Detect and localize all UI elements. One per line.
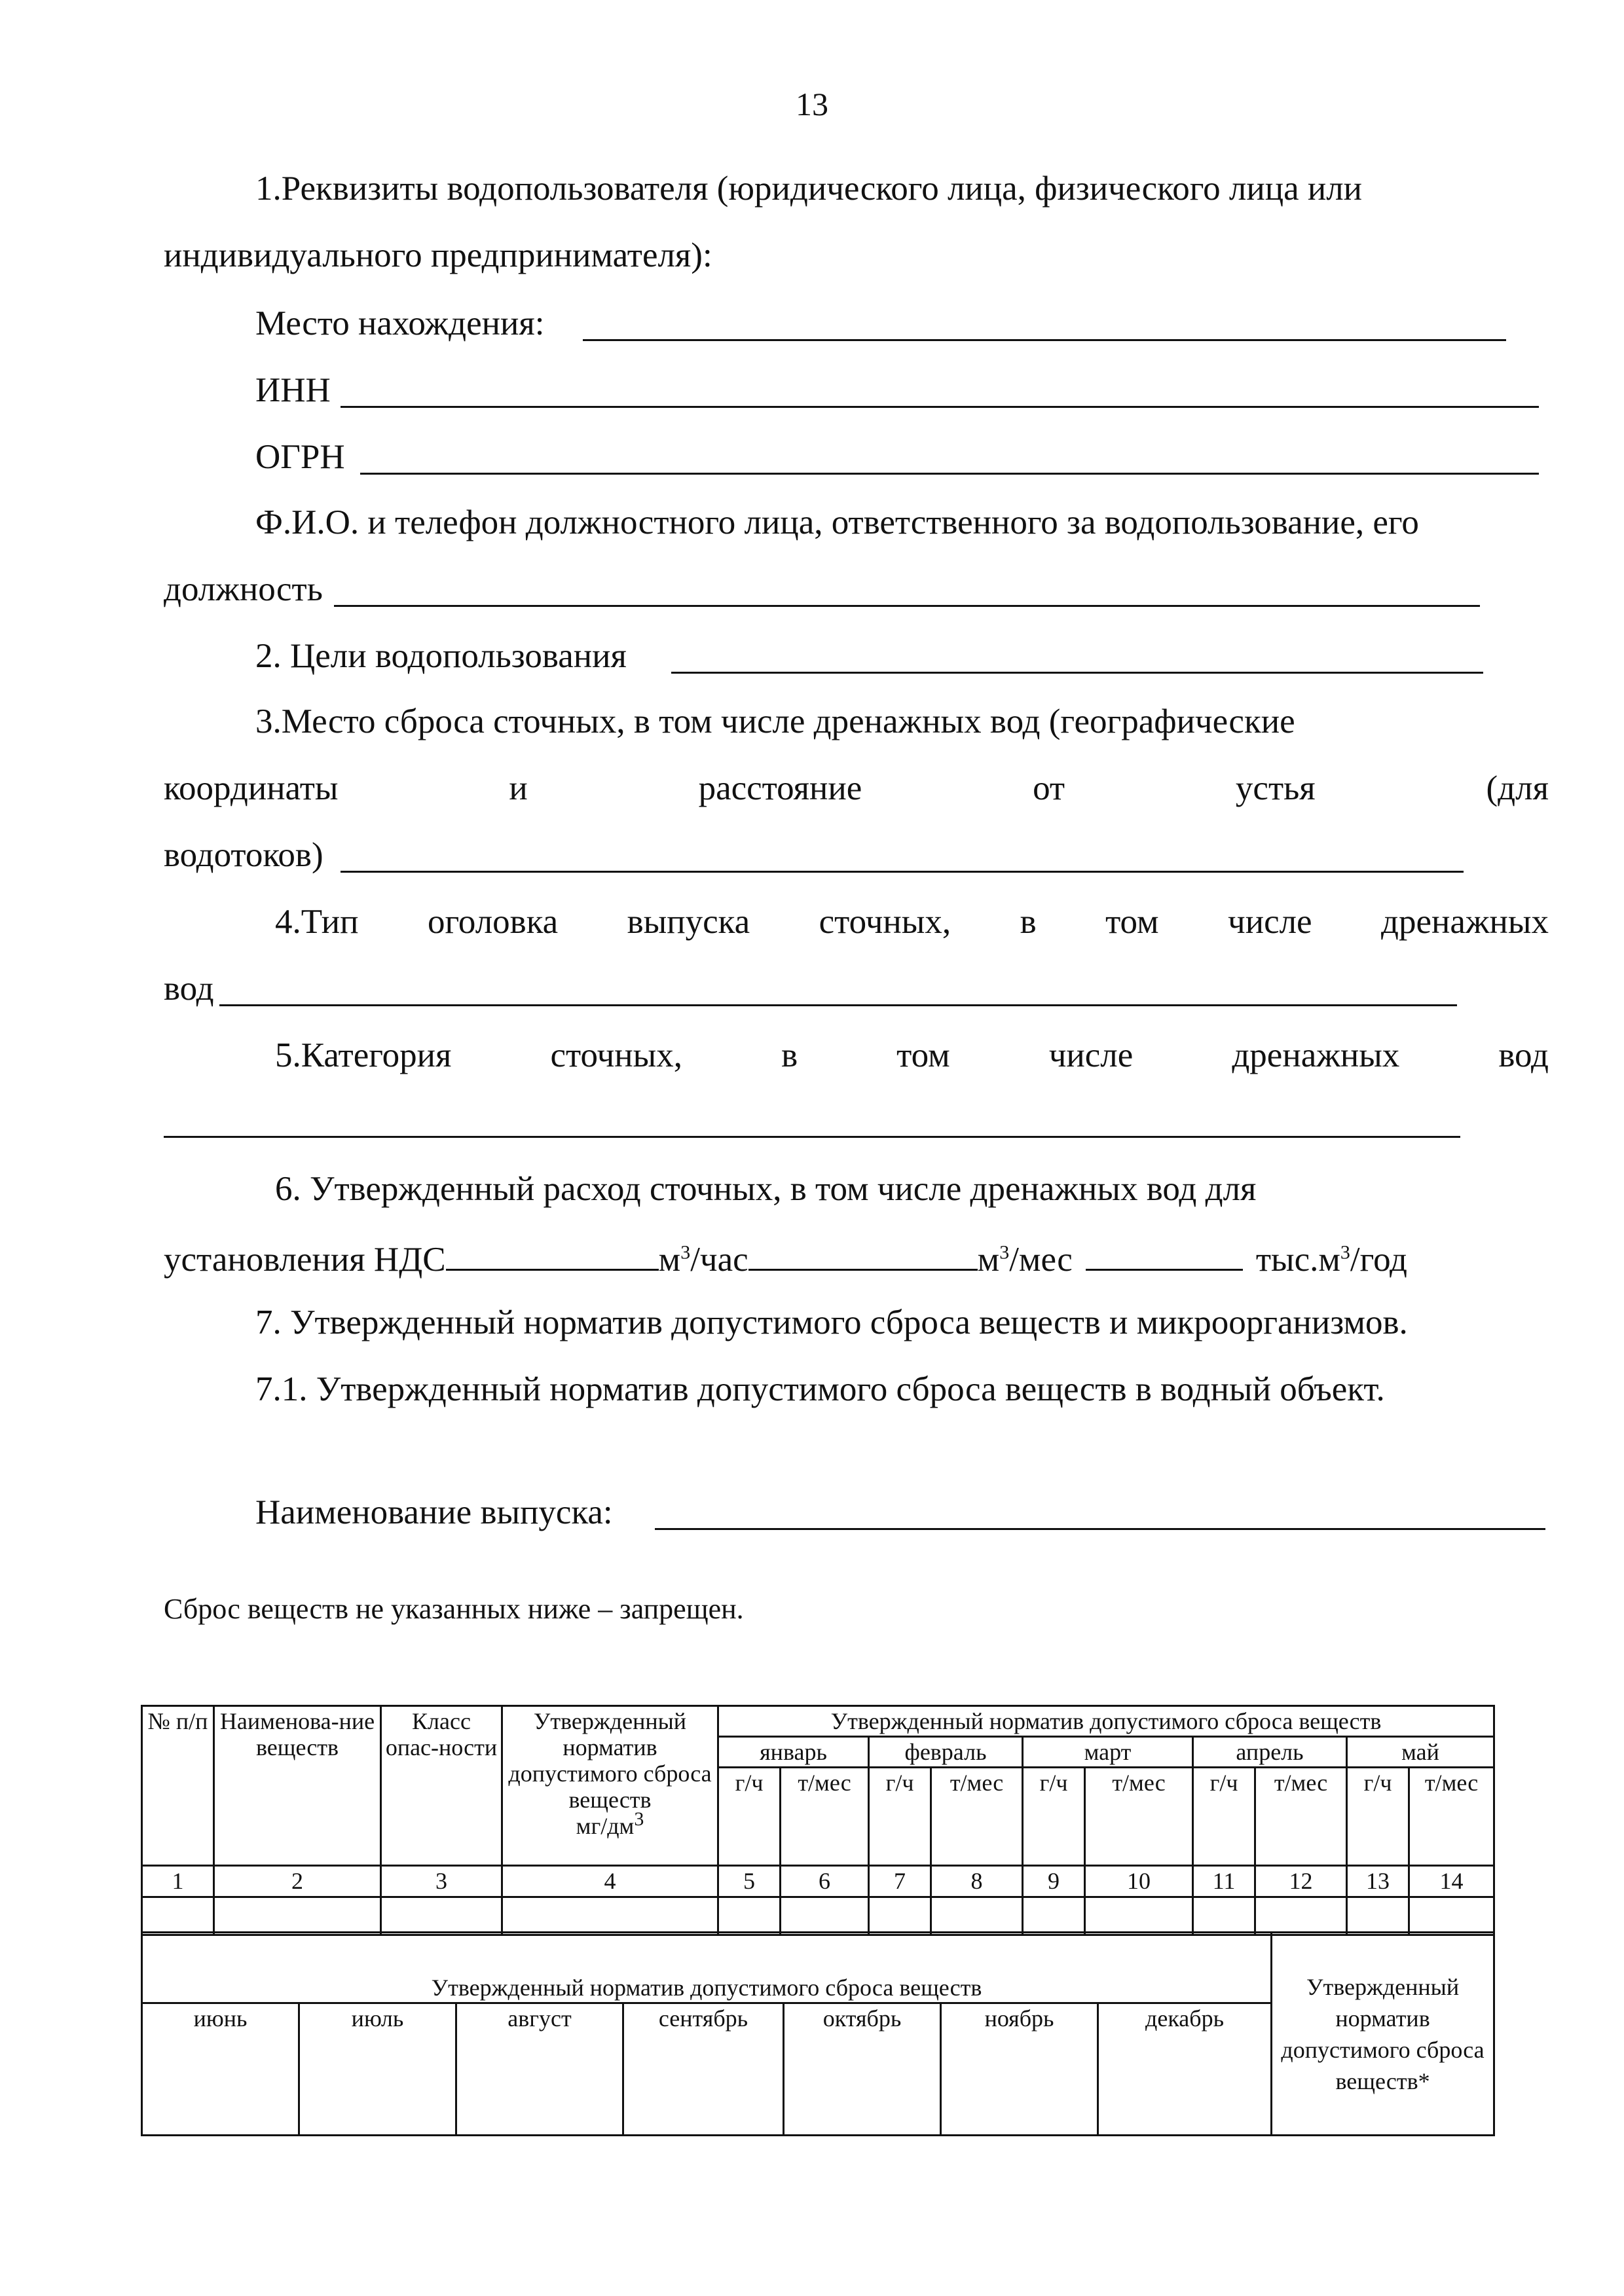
ogrn-label: ОГРН [255, 438, 345, 476]
table-cell[interactable] [142, 1897, 214, 1935]
table2-group-header: Утвержденный норматив допустимого сброса веществ [142, 1933, 1272, 2003]
month-august: август [456, 2003, 623, 2136]
month-december: декабрь [1098, 2003, 1272, 2136]
section4-line2: вод [164, 970, 214, 1008]
section5-word: числе [1048, 1036, 1134, 1074]
index-cell: 3 [381, 1866, 502, 1897]
wastewater-category-field[interactable] [164, 1136, 1460, 1138]
section4-word: дренажных [1381, 903, 1549, 941]
index-cell: 10 [1085, 1866, 1193, 1897]
table-cell[interactable] [1347, 1897, 1409, 1935]
section4-word: том [1105, 903, 1159, 941]
unit-tmes: т/мес [1085, 1768, 1193, 1866]
section6-line1 [275, 1168, 1549, 1210]
section2-label: 2. Цели водопользования [255, 637, 627, 675]
month-march: март [1023, 1737, 1193, 1768]
table-cell[interactable] [718, 1897, 781, 1935]
norms-table-jan-may [141, 1705, 1495, 1936]
contact-field[interactable] [334, 605, 1480, 607]
month-september: сентябрь [623, 2003, 784, 2136]
section6-line1-text: 6. Утвержденный расход сточных, в том числе дренажных вод для [275, 1170, 1257, 1208]
table-cell[interactable] [381, 1897, 502, 1935]
index-cell: 13 [1347, 1866, 1409, 1897]
section3-word: расстояние [698, 769, 862, 807]
header-group: Утвержденный норматив допустимого сброса веществ [718, 1706, 1494, 1737]
header-norm-unit: мг/дм [576, 1813, 635, 1839]
table-cell[interactable] [1255, 1897, 1347, 1935]
unit-tmes: т/мес [1255, 1768, 1347, 1866]
unit-gh: г/ч [1023, 1768, 1085, 1866]
section5-word: дренажных [1232, 1036, 1400, 1074]
index-cell: 14 [1409, 1866, 1494, 1897]
section4-word: сточных, [819, 903, 951, 941]
index-cell: 7 [869, 1866, 931, 1897]
table-cell[interactable] [214, 1897, 381, 1935]
month-october: октябрь [784, 2003, 941, 2136]
table-cell[interactable] [1085, 1897, 1193, 1935]
table-cell[interactable] [1193, 1897, 1255, 1935]
unit-gh: г/ч [1347, 1768, 1409, 1866]
index-cell: 2 [214, 1866, 381, 1897]
section5-word: 5.Категория [275, 1036, 452, 1074]
section5-line1 [275, 1034, 1549, 1076]
section3-line1-text: 3.Место сброса сточных, в том числе дренажных вод (географические [255, 702, 1295, 740]
superscript: 3 [999, 1241, 1010, 1264]
month-july: июль [299, 2003, 456, 2136]
section4-word: оголовка [428, 903, 559, 941]
section5-word: в [781, 1036, 798, 1074]
flow-per-month-field[interactable] [748, 1235, 978, 1271]
header-substance-name: Наименова-ние веществ [214, 1706, 381, 1866]
unit-tmes: т/мес [781, 1768, 869, 1866]
section4-word: в [1020, 903, 1037, 941]
location-label: Место нахождения: [255, 304, 545, 342]
section4-word: числе [1228, 903, 1312, 941]
table-cell[interactable] [502, 1897, 718, 1935]
month-june: июнь [142, 2003, 299, 2136]
section3-word: координаты [164, 769, 339, 807]
table-cell[interactable] [931, 1897, 1023, 1935]
page-number: 13 [796, 86, 828, 122]
unit-month-label: /мес [1009, 1241, 1073, 1279]
table-cell[interactable] [1023, 1897, 1085, 1935]
section3-word: устья [1235, 769, 1316, 807]
section7-1-line: 7.1. Утвержденный норматив допустимого сброса веществ в водный объект. [255, 1370, 1385, 1408]
month-february: февраль [869, 1737, 1023, 1768]
section3-word: и [509, 769, 528, 807]
unit-hour-label: /час [690, 1241, 748, 1279]
header-hazard-class: Класс опас-ности [381, 1706, 502, 1866]
flow-per-hour-field[interactable] [446, 1235, 659, 1271]
section1-title-line1: 1.Реквизиты водопользователя (юридического лица, физического лица или [255, 170, 1363, 208]
superscript: 3 [680, 1241, 691, 1264]
month-may: май [1347, 1737, 1494, 1768]
unit-gh: г/ч [718, 1768, 781, 1866]
section3-line3: водотоков) [164, 836, 323, 874]
inn-field[interactable] [341, 406, 1539, 408]
table2-last-col-header: Утвержденный норматив допустимого сброса веществ* [1272, 1933, 1494, 2136]
unit-m3-label: м [977, 1241, 1000, 1279]
section4-line1 [275, 901, 1549, 943]
ogrn-field[interactable] [360, 473, 1539, 475]
index-cell: 8 [931, 1866, 1023, 1897]
unit-tmes: т/мес [1409, 1768, 1494, 1866]
header-approved-norm-text: Утвержденный норматив допустимого сброса веществ [508, 1708, 712, 1813]
index-cell: 5 [718, 1866, 781, 1897]
section5-word: том [896, 1036, 950, 1074]
prohibition-note: Сброс веществ не указанных ниже – запрещен. [164, 1593, 744, 1625]
month-april: апрель [1193, 1737, 1347, 1768]
unit-year-prefix: тыс.м [1255, 1241, 1340, 1279]
outlet-label: Наименование выпуска: [255, 1493, 613, 1531]
index-cell: 9 [1023, 1866, 1085, 1897]
index-cell: 1 [142, 1866, 214, 1897]
table-cell[interactable] [781, 1897, 869, 1935]
unit-tmes: т/мес [931, 1768, 1023, 1866]
section3-word: (для [1486, 769, 1549, 807]
section3-line2 [164, 767, 1549, 809]
discharge-place-field[interactable] [341, 871, 1464, 873]
contact-line2: должность [164, 570, 323, 608]
header-approved-norm [502, 1706, 718, 1866]
outlet-head-type-field[interactable] [219, 1004, 1457, 1006]
month-january: январь [718, 1737, 869, 1768]
section5-word: сточных, [550, 1036, 682, 1074]
section6-line2 [164, 1235, 1407, 1281]
section1-title-line2: индивидуального предпринимателя): [164, 236, 712, 274]
inn-label: ИНН [255, 371, 331, 409]
unit-year-label: /год [1350, 1241, 1408, 1279]
unit-gh: г/ч [1193, 1768, 1255, 1866]
section3-line1 [255, 701, 1549, 742]
header-num: № п/п [142, 1706, 214, 1866]
goals-field[interactable] [671, 672, 1483, 674]
index-cell: 12 [1255, 1866, 1347, 1897]
contact-line1: Ф.И.О. и телефон должностного лица, ответственного за водопользование, его [255, 503, 1419, 541]
section5-word: вод [1498, 1036, 1549, 1074]
index-cell: 4 [502, 1866, 718, 1897]
norms-table-jun-dec [141, 1931, 1495, 2136]
table-cell[interactable] [869, 1897, 931, 1935]
outlet-name-field[interactable] [655, 1528, 1545, 1530]
flow-per-year-field[interactable] [1086, 1235, 1243, 1271]
index-cell: 11 [1193, 1866, 1255, 1897]
location-field[interactable] [583, 339, 1506, 341]
section4-word: 4.Тип [275, 903, 359, 941]
section3-word: от [1033, 769, 1065, 807]
superscript: 3 [634, 1808, 644, 1830]
section7-line: 7. Утвержденный норматив допустимого сброса веществ и микроорганизмов. [255, 1303, 1408, 1341]
unit-gh: г/ч [869, 1768, 931, 1866]
unit-m3-label: м [658, 1241, 681, 1279]
index-cell: 6 [781, 1866, 869, 1897]
section4-word: выпуска [627, 903, 750, 941]
section6-prefix: установления НДС [164, 1241, 446, 1279]
month-november: ноябрь [941, 2003, 1098, 2136]
table-cell[interactable] [1409, 1897, 1494, 1935]
superscript: 3 [1340, 1241, 1350, 1264]
